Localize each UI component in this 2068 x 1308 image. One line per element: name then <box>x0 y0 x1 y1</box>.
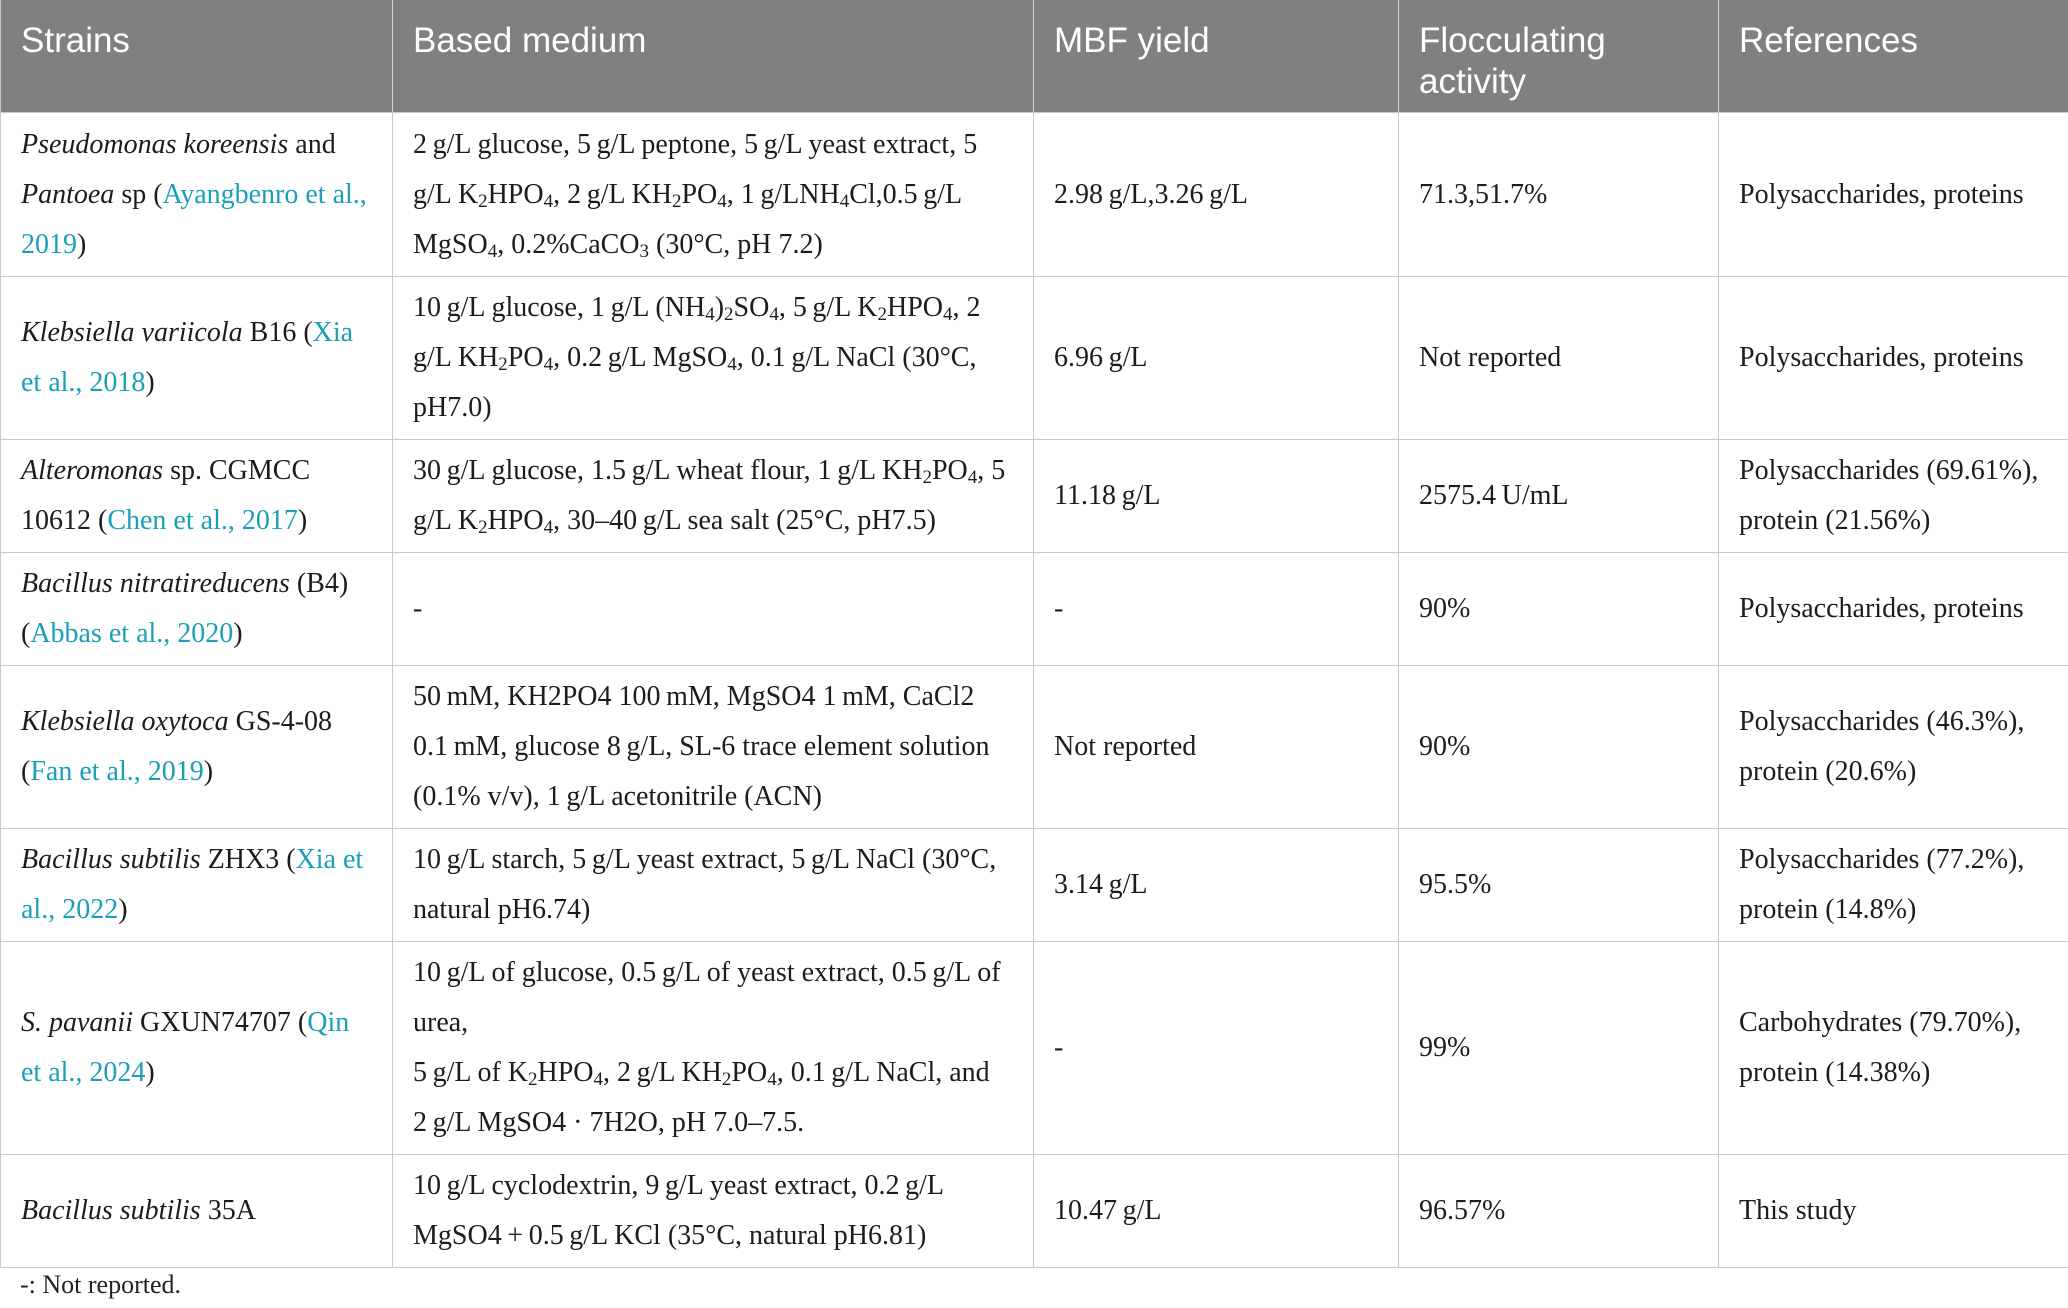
text-run: HPO <box>537 1057 594 1088</box>
cell-reference: Polysaccharides (46.3%), protein (20.6%) <box>1719 666 2068 829</box>
cell-reference: Polysaccharides, proteins <box>1719 277 2068 440</box>
text-run: , 5 g/L K <box>413 455 1011 536</box>
table-row <box>1 113 2068 277</box>
cell-medium <box>393 277 1034 440</box>
cell-strain <box>1 666 393 829</box>
species-name: Alteromonas <box>21 455 164 486</box>
citation-link[interactable]: Xia et al., 2018 <box>21 317 354 398</box>
text-run: , 2 g/L KH <box>413 292 987 373</box>
subscript: 4 <box>967 467 978 488</box>
cell-mbf-yield: 11.18 g/L <box>1034 440 1399 553</box>
text-run: 10 g/L of glucose, 0.5 g/L of yeast extract, 0.5 g/L of urea, <box>413 957 1001 1038</box>
subscript: 2 <box>478 517 488 538</box>
text-run: GXUN74707 ( <box>133 1007 308 1038</box>
text-run: , 5 g/L K <box>778 292 878 323</box>
text-run: ) <box>297 505 308 536</box>
cell-medium <box>393 113 1034 277</box>
text-run: PO <box>931 455 968 486</box>
text-run: GS-4-08 ( <box>21 706 333 787</box>
header-based-medium: Based medium <box>393 0 1034 113</box>
cell-strain <box>1 277 393 440</box>
subscript: 4 <box>593 1069 604 1090</box>
subscript: 2 <box>671 190 682 212</box>
table-row <box>1 553 2068 666</box>
cell-flocculating-activity: 71.3,51.7% <box>1399 113 1719 277</box>
cell-strain <box>1 113 393 277</box>
subscript: 4 <box>717 190 727 212</box>
text-run: 50 mM, KH2PO4 100 mM, MgSO4 1 mM, CaCl2 0.1 mM, glucose 8 g/L, SL-6 trace element solution (0.1% v/v), 1 g/L acetonitrile (ACN) <box>413 681 990 812</box>
text-run: PO <box>507 342 544 373</box>
citation-link[interactable]: Xia et al., 2022 <box>21 844 364 925</box>
citation-link[interactable]: Fan et al., 2019 <box>30 756 204 787</box>
text-run: PO <box>731 1057 768 1088</box>
cell-strain <box>1 942 393 1155</box>
text-run: , 2 g/L KH <box>553 178 672 210</box>
text-run: Cl,0.5 g/L MgSO <box>413 178 962 260</box>
text-run: 30 g/L glucose, 1.5 g/L wheat flour, 1 g/L KH <box>413 455 923 486</box>
cell-medium <box>393 553 1034 666</box>
cell-reference: Polysaccharides, proteins <box>1719 113 2068 277</box>
citation-link[interactable]: Qin et al., 2024 <box>21 1007 350 1088</box>
text-run: 10 g/L starch, 5 g/L yeast extract, 5 g/L NaCl (30°C, natural pH6.74) <box>413 844 997 925</box>
cell-strain <box>1 1155 393 1268</box>
text-run: ) <box>118 894 128 925</box>
cell-flocculating-activity: 2575.4 U/mL <box>1399 440 1719 553</box>
subscript: 2 <box>724 304 734 325</box>
citation-link[interactable]: Abbas et al., 2020 <box>30 618 234 649</box>
species-name: Bacillus nitratireducens <box>21 568 290 599</box>
text-run: 35A <box>200 1195 256 1226</box>
cell-strain <box>1 440 393 553</box>
cell-medium <box>393 1155 1034 1268</box>
text-run: HPO <box>487 505 544 536</box>
cell-mbf-yield: - <box>1034 553 1399 666</box>
cell-flocculating-activity: 90% <box>1399 553 1719 666</box>
table-row <box>1 666 2068 829</box>
text-run: , 0.1 g/L NaCl, and 2 g/L MgSO4 · 7H2O, pH 7.0–7.5. <box>413 1057 990 1138</box>
cell-reference: Carbohydrates (79.70%), protein (14.38%) <box>1719 942 2068 1155</box>
subscript: 3 <box>639 240 650 262</box>
subscript: 4 <box>543 190 554 212</box>
citation-link[interactable]: Ayangbenro et al., 2019 <box>21 178 367 260</box>
cell-medium <box>393 666 1034 829</box>
text-run: , 1 g/LNH <box>726 178 840 210</box>
cell-flocculating-activity: 90% <box>1399 666 1719 829</box>
text-run: 2 g/L glucose, 5 g/L peptone, 5 g/L yeast extract, 5 g/L K <box>413 128 983 210</box>
text-run: ) <box>145 367 155 398</box>
text-run: B16 ( <box>242 317 313 348</box>
cell-mbf-yield: 3.14 g/L <box>1034 829 1399 942</box>
header-strains: Strains <box>1 0 393 113</box>
text-run: (B4) ( <box>21 568 349 649</box>
text-run: 5 g/L of K <box>413 1057 528 1088</box>
text-run: and <box>288 128 336 160</box>
table-row <box>1 1155 2068 1268</box>
table-row <box>1 277 2068 440</box>
subscript: 2 <box>877 304 887 325</box>
text-run: , 2 g/L KH <box>603 1057 722 1088</box>
subscript: 4 <box>769 304 779 325</box>
text-run: 10 g/L glucose, 1 g/L (NH <box>413 292 706 323</box>
subscript: 4 <box>543 354 554 375</box>
cell-strain <box>1 553 393 666</box>
text-run: HPO <box>487 178 544 210</box>
cell-mbf-yield: 2.98 g/L,3.26 g/L <box>1034 113 1399 277</box>
text-run: 10 g/L cyclodextrin, 9 g/L yeast extract, 0.2 g/L MgSO4 + 0.5 g/L KCl (35°C, natural pH6.81) <box>413 1170 943 1251</box>
citation-link[interactable]: Chen et al., 2017 <box>107 505 298 536</box>
header-flocculating-activity: Flocculating activity <box>1399 0 1719 113</box>
species-name: Pantoea <box>21 178 115 210</box>
header-row <box>1 0 2068 113</box>
cell-reference: Polysaccharides (69.61%), protein (21.56%) <box>1719 440 2068 553</box>
text-run: SO <box>733 292 770 323</box>
table-body <box>1 113 2068 1268</box>
text-run: HPO <box>887 292 944 323</box>
subscript: 4 <box>705 304 715 325</box>
text-run: ) <box>233 618 243 649</box>
text-run: ZHX3 ( <box>200 844 296 875</box>
table-row <box>1 440 2068 553</box>
text-run: sp ( <box>114 178 163 210</box>
text-run: - <box>413 593 423 624</box>
header-references: References <box>1719 0 2068 113</box>
species-name: Klebsiella oxytoca <box>21 706 229 737</box>
table-row <box>1 942 2068 1155</box>
cell-flocculating-activity: 95.5% <box>1399 829 1719 942</box>
text-run: , 0.2%CaCO <box>497 228 640 260</box>
table-header <box>1 0 2068 113</box>
subscript: 4 <box>543 517 554 538</box>
cell-medium <box>393 829 1034 942</box>
subscript: 4 <box>487 240 498 262</box>
cell-mbf-yield: 6.96 g/L <box>1034 277 1399 440</box>
subscript: 2 <box>498 354 508 375</box>
species-name: Bacillus subtilis <box>21 1195 201 1226</box>
text-run: , 0.1 g/L NaCl (30°C, pH7.0) <box>413 342 977 423</box>
cell-mbf-yield: - <box>1034 942 1399 1155</box>
text-run: PO <box>681 178 718 210</box>
text-run: (30°C, pH 7.2) <box>649 228 823 260</box>
subscript: 4 <box>839 190 850 212</box>
species-name: Klebsiella variicola <box>21 317 243 348</box>
subscript: 2 <box>922 467 932 488</box>
text-run: ) <box>145 1057 155 1088</box>
species-name: S. pavanii <box>21 1007 133 1038</box>
cell-reference: Polysaccharides, proteins <box>1719 553 2068 666</box>
text-run: sp. CGMCC 10612 ( <box>21 455 311 536</box>
text-run: ) <box>203 756 214 787</box>
subscript: 2 <box>721 1069 732 1090</box>
subscript: 4 <box>767 1069 777 1090</box>
text-run: , 30–40 g/L sea salt (25°C, pH7.5) <box>553 505 936 536</box>
cell-mbf-yield: 10.47 g/L <box>1034 1155 1399 1268</box>
cell-medium <box>393 440 1034 553</box>
subscript: 4 <box>943 304 953 325</box>
cell-reference: Polysaccharides (77.2%), protein (14.8%) <box>1719 829 2068 942</box>
species-name: Bacillus subtilis <box>21 844 201 875</box>
text-run: , 0.2 g/L MgSO <box>553 342 728 373</box>
text-run: ) <box>714 292 725 323</box>
cell-medium <box>393 942 1034 1155</box>
table-row <box>1 829 2068 942</box>
cell-strain <box>1 829 393 942</box>
subscript: 4 <box>727 354 737 375</box>
cell-reference: This study <box>1719 1155 2068 1268</box>
subscript: 2 <box>528 1069 538 1090</box>
table-footnote: -: Not reported. <box>20 1270 182 1299</box>
cell-flocculating-activity: 96.57% <box>1399 1155 1719 1268</box>
cell-flocculating-activity: 99% <box>1399 942 1719 1155</box>
header-mbf-yield: MBF yield <box>1034 0 1399 113</box>
cell-mbf-yield: Not reported <box>1034 666 1399 829</box>
species-name: Pseudomonas koreensis <box>21 128 289 160</box>
cell-flocculating-activity: Not reported <box>1399 277 1719 440</box>
text-run: ) <box>77 228 87 260</box>
subscript: 2 <box>478 190 488 212</box>
